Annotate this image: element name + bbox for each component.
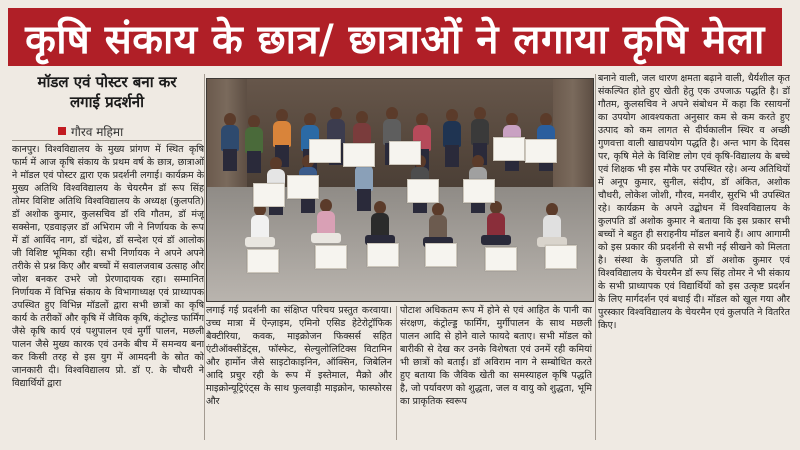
certificate xyxy=(367,243,399,267)
certificate xyxy=(485,247,517,271)
certificate xyxy=(425,243,457,267)
certificate xyxy=(493,137,525,161)
certificate xyxy=(343,143,375,167)
photo-curtain-right xyxy=(553,79,593,187)
certificate xyxy=(253,183,285,207)
column-separator xyxy=(204,74,205,440)
article-text-middle-1: लगाई गई प्रदर्शनी का संक्षिप्त परिचय प्रस्तुत करवाया। उच्च मात्रा में ऐन्ज़ाइम, एमिनो एसिड हेटेरोट्रॉफिक बैक्टीरिया, कवक, माइक्रोजन फिक्सर्स सहित एंटीऑक्सीडेंट्स, फॉस्फेट, सेल्युलोलिटिक्स विटामिन और हार्मोन जैसे साइटोकाइनिन, ऑक्सिन, जिबेलिन आदि प्रचुर रही के रूप में इस्तेमाल, मैक्रो और माइक्रोन्यूट्रिएंट्स के साथ फुलवाड़ी माइक्रोन, फास्फोरस और xyxy=(206,305,392,407)
certificate xyxy=(545,245,577,269)
sub-headline-line-1: मॉडल एवं पोस्टर बना कर xyxy=(37,73,177,91)
certificate xyxy=(525,139,557,163)
byline xyxy=(58,124,208,138)
headline-banner xyxy=(8,8,782,66)
article-text-left: कानपुर। विश्वविद्यालय के मुख्य प्रांगण में स्थित कृषि फार्म में आज कृषि संकाय के प्रथम वर्ष के छात्र, छात्राओं ने मॉडल एवं पोस्टर द्वारा एक प्रदर्शनी लगाई। कार्यक्रम के मुख्य अतिथि विश्वविद्यालय के चेयरमैन डॉ रूप सिंह तोमर विशिष्ट अतिथि विश्वविद्यालय के अध्यक्ष (कुलपति) डॉ अशोक कुमार, कुलसचिव डॉ रवि गौतम, डॉ मंजू सक्सेना, एडवाइज़र डॉ अभिराम जी ने निर्णायक के रूप में डॉ आविंद नाग, डॉ चंद्रेश, डॉ सन्देश एवं डॉ आलोक जी विशिष्ट भूमिका रही। सभी निर्णायक ने अपने अपने तरीके से प्रश्न किए और बच्चों में सवालजवाब उत्साह और जोश बनकर उभरे जो प्रेरणादायक रहा। सम्मानित निर्णायक में विभिन्न संकाय के विभागाध्यक्ष एवं प्राध्यापक उपस्थित हुए विभिन्न मॉडलों द्वारा सभी छात्रों का कृषि कार्य के तरीकों और कृषि में जैविक कृषि, कंट्रोल्ड फार्मिंग जैसे कृषि कार्य एवं पशुपालन एवं मुर्गी पालन, मछली पालन जैसे मुख्य कारक एवं उनके बीच में समन्वय बना कर किसी तरह से इस युग में आमदनी के स्रोत को जानकारी दी। विश्वविद्यालय प्रो. डॉ ए. के चौधरी ने विद्यार्थियों द्वारा xyxy=(12,144,204,389)
certificate xyxy=(389,141,421,165)
article-text-right: बनाने वाली, जल धारण क्षमता बढ़ाने वाली, धैर्यशील कृत संकल्पित होते हुए खेती हेतु एक उपजाऊ पद्धति है। डॉ गौतम, कुलसचिव ने अपने संबोधन में कहा कि रसायनों का उपयोग आवश्यकता अनुसार कम से कम करते हुए उत्पाद को कम लागत से दीर्घकालीन स्थिर व अच्छी गुणवत्ता वाली खाद्यपयोग पद्धति है। अन्त भाग के दिवस पर, कृषि मेले के विशिष्ट लोग एवं कृषि-विद्यालय के बच्चे एवं शिक्षक भी इस मौके पर उपस्थित रहे। अन्य अतिथियों में अनूप कुमार, सुनील, संदीप, डॉ अंकित, अशोक चौधरी, लोकेश जोशी, गौरव, मनवीर, सुरभि भी उपस्थित रहे। कार्यक्रम के अपने उद्बोधन में विश्वविद्यालय के कुलपति डॉ अशोक कुमार ने बताया कि इस प्रकार सभी बच्चों ने बहुत ही सराहनीय मॉडल बनाये हैं। आप आगामी को इस प्रकार की प्रदर्शनी से सभी नई सीखने को मिलता है। संस्था के कुलपति प्रो डॉ अशोक कुमार एवं विश्वविद्यालय के चेयरमैन डॉ रूप सिंह तोमर ने भी संकाय के सभी प्राध्यापक एवं विद्यार्थियों को इस उत्कृष्ट प्रदर्शन के लिए मार्गदर्शन एवं बधाई दी। मॉडल को खुल गया और पुरस्कार विश्वविद्यालय के चेयरमैन एवं कुलपति ने वितरित किए। xyxy=(598,73,790,331)
certificate xyxy=(247,249,279,273)
column-separator xyxy=(396,306,397,440)
sub-headline-line-2: लगाई प्रदर्शनी xyxy=(70,93,144,111)
article-column-right xyxy=(598,72,790,442)
byline-author: गौरव महिमा xyxy=(71,124,124,139)
article-column-middle-2 xyxy=(400,304,592,442)
sub-headline xyxy=(12,72,202,124)
article-column-left xyxy=(12,143,204,443)
certificate xyxy=(315,245,347,269)
article-text-middle-2: पोटाश अधिकतम रूप में होने से एवं आहित के पानी का संरक्षण, कंट्रोल्ड्ड फार्मिंग, मुर्गीपालन के साथ मछली पालन आदि से होने वाले फायदे बताए। सभी मॉडल को बारीकी से देख कर उनके विशेषता एवं उनमें रही कमियां भी छात्रों को बताईं। डॉ अविराम नाग ने सम्बोधित करते हुए बताया कि जैविक खेती का समस्याहल कृषि पद्धति है, जो पर्यावरण को शुद्धता, जल व वायु को शुद्धता, भूमि का प्राकृतिक स्वरूप xyxy=(400,305,592,407)
certificate xyxy=(463,179,495,203)
group-photo xyxy=(206,78,594,302)
headline: कृषि संकाय के छात्र/ छात्राओं ने लगाया कृषि मेला xyxy=(25,16,765,63)
article-column-middle-1 xyxy=(206,304,392,442)
column-separator xyxy=(595,74,596,440)
byline-square-icon xyxy=(58,127,66,135)
certificate xyxy=(287,175,319,199)
certificate xyxy=(407,179,439,203)
certificate xyxy=(309,139,341,163)
byline-divider xyxy=(12,140,202,141)
